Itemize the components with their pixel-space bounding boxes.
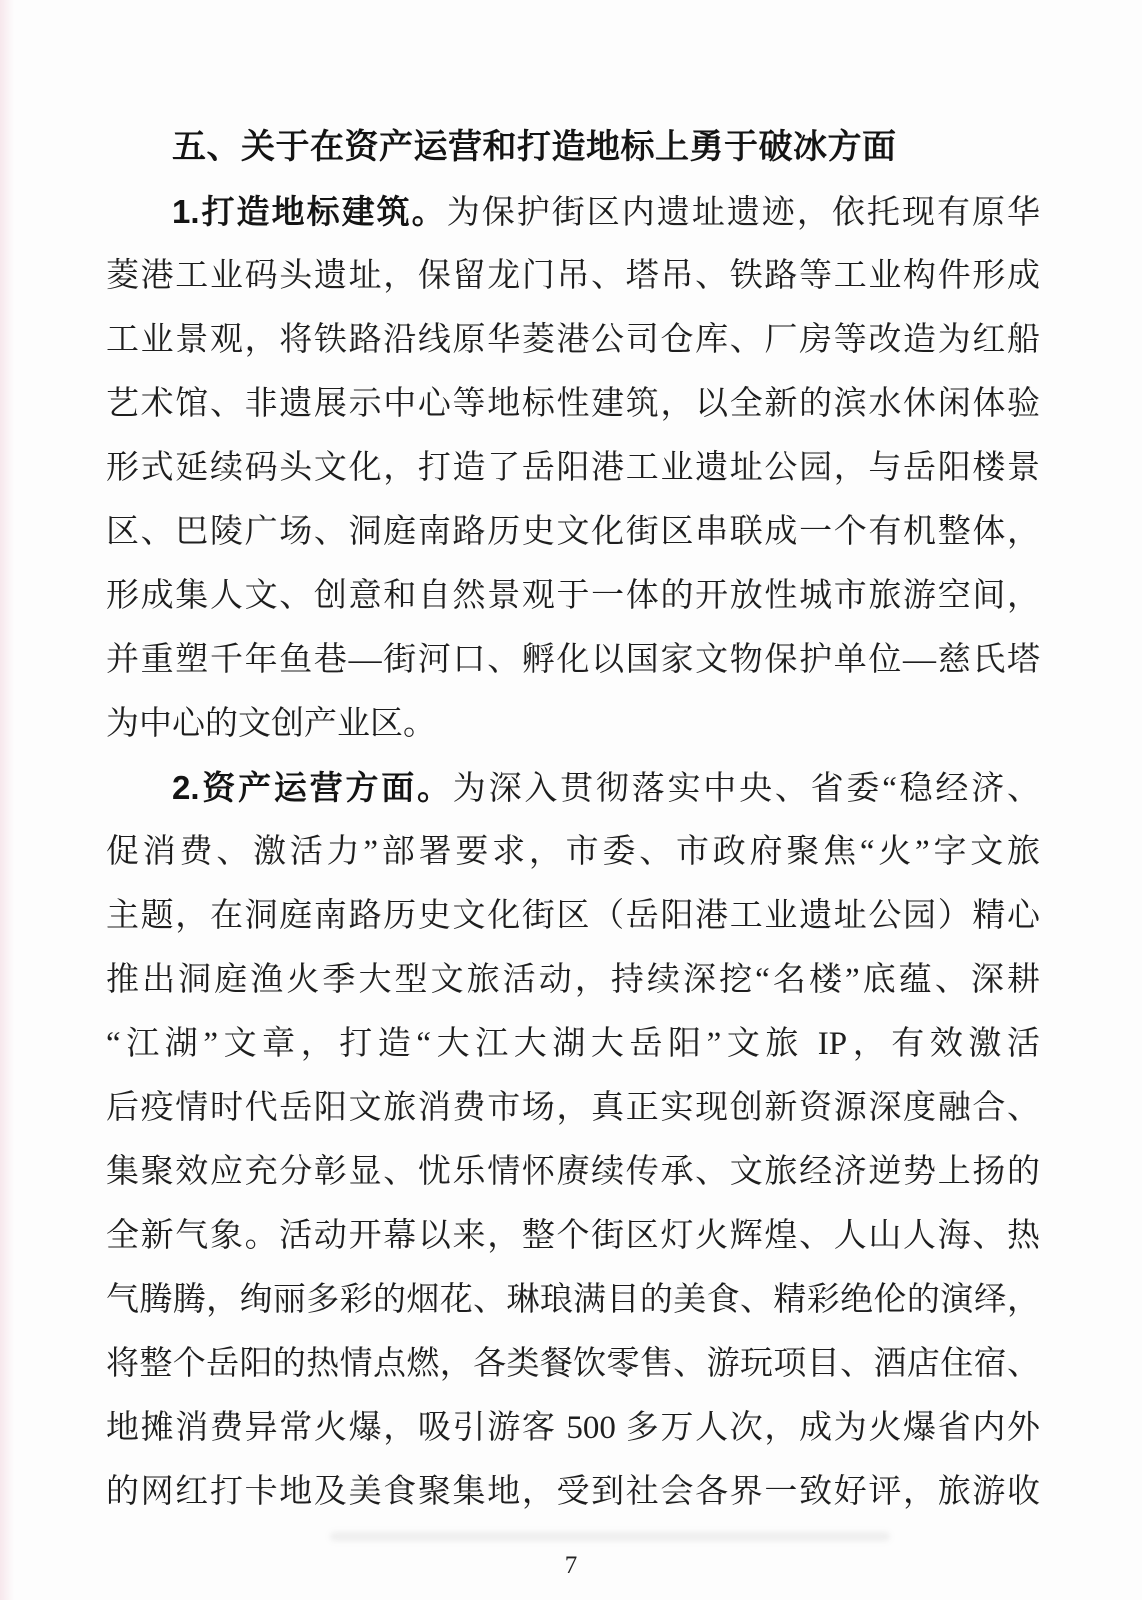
line-text: 全新气象。活动开幕以来，整个街区灯火辉煌、人山人海、热 <box>106 1218 1040 1254</box>
scan-edge-tint <box>0 0 14 1600</box>
line-text: 后疫情时代岳阳文旅消费市场，真正实现创新资源深度融合、 <box>106 1090 1040 1126</box>
text-line <box>106 820 1040 884</box>
text-line <box>106 1204 1040 1268</box>
line-text: 并重塑千年鱼巷—街河口、孵化以国家文物保护单位—慈氏塔 <box>106 642 1040 678</box>
text-line <box>106 436 1040 500</box>
text-line <box>106 180 1040 244</box>
document-body <box>106 114 1040 1524</box>
line-text: 集聚效应充分彰显、忧乐情怀赓续传承、文旅经济逆势上扬的 <box>106 1154 1040 1190</box>
line-text: 气腾腾，绚丽多彩的烟花、琳琅满目的美食、精彩绝伦的演绎， <box>106 1282 1040 1318</box>
line-text: 工业景观，将铁路沿线原华菱港公司仓库、厂房等改造为红船 <box>106 322 1040 358</box>
line-text: “江湖”文章，打造“大江大湖大岳阳”文旅 IP，有效激活 <box>106 1026 1040 1062</box>
line-text: 促消费、激活力”部署要求，市委、市政府聚焦“火”字文旅 <box>106 834 1040 870</box>
line-text: 形式延续码头文化，打造了岳阳港工业遗址公园，与岳阳楼景 <box>106 450 1040 486</box>
line-text: 推出洞庭渔火季大型文旅活动，持续深挖“名楼”底蕴、深耕 <box>106 962 1040 998</box>
text-line <box>106 372 1040 436</box>
text-line <box>106 564 1040 628</box>
line-text: 为深入贯彻落实中央、省委“稳经济、 <box>452 771 1040 807</box>
line-text: 艺术馆、非遗展示中心等地标性建筑，以全新的滨水休闲体验 <box>106 386 1040 422</box>
paragraph-run-in-heading: 1.打造地标建筑。 <box>172 193 447 230</box>
line-text: 主题，在洞庭南路历史文化街区（岳阳港工业遗址公园）精心 <box>106 898 1040 934</box>
section-heading: 五、关于在资产运营和打造地标上勇于破冰方面 <box>172 128 897 166</box>
text-line <box>106 1268 1040 1332</box>
paragraph-run-in-heading: 2.资产运营方面。 <box>172 769 453 806</box>
text-line <box>106 628 1040 692</box>
line-text: 地摊消费异常火爆，吸引游客 500 多万人次，成为火爆省内外 <box>106 1410 1040 1446</box>
text-line <box>106 1012 1040 1076</box>
text-line <box>106 1076 1040 1140</box>
line-text: 菱港工业码头遗址，保留龙门吊、塔吊、铁路等工业构件形成 <box>106 258 1040 294</box>
line-text: 的网红打卡地及美食聚集地，受到社会各界一致好评，旅游收 <box>106 1474 1040 1510</box>
text-line <box>106 308 1040 372</box>
text-line <box>106 500 1040 564</box>
line-text: 为保护街区内遗址遗迹，依托现有原华 <box>446 195 1040 231</box>
text-line <box>106 1396 1040 1460</box>
text-line <box>106 692 1040 756</box>
text-line <box>106 1460 1040 1524</box>
text-line <box>106 884 1040 948</box>
line-text: 形成集人文、创意和自然景观于一体的开放性城市旅游空间， <box>106 578 1040 614</box>
scan-smudge <box>330 1532 890 1541</box>
text-line <box>106 244 1040 308</box>
line-text: 区、巴陵广场、洞庭南路历史文化街区串联成一个有机整体， <box>106 514 1040 550</box>
text-line <box>106 1332 1040 1396</box>
page-number: 7 <box>564 1552 578 1579</box>
text-line <box>106 1140 1040 1204</box>
paragraph-lines <box>106 180 1040 1524</box>
text-line <box>106 948 1040 1012</box>
text-line <box>106 756 1040 820</box>
line-text: 将整个岳阳的热情点燃，各类餐饮零售、游玩项目、酒店住宿、 <box>106 1346 1040 1382</box>
line-text: 为中心的文创产业区。 <box>106 706 436 742</box>
